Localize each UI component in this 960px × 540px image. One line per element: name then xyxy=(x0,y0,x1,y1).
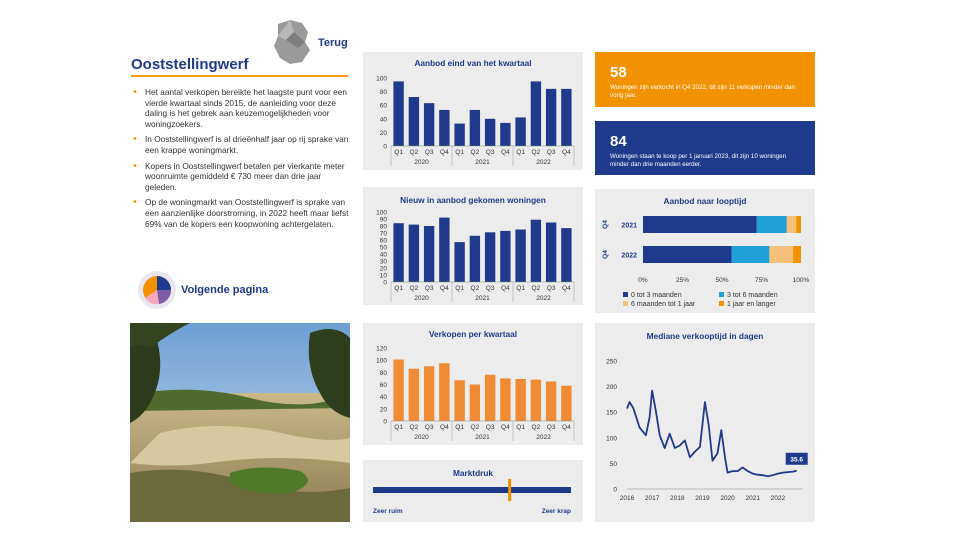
kpi-text: Woningen staan te koop per 1 januari 2023, dit zijn 10 woningen minder dan drie maanden eerder. xyxy=(610,153,787,168)
bar xyxy=(424,366,434,421)
chart-title: Mediane verkooptijd in dagen xyxy=(646,331,764,341)
chart-title: Verkopen per kwartaal xyxy=(428,329,518,339)
landscape-photo xyxy=(130,323,350,522)
y-tick-label: 70 xyxy=(379,230,387,238)
y-tick-label: 10 xyxy=(379,272,387,280)
bar xyxy=(561,228,571,282)
chart-title: Aanbod naar looptijd xyxy=(663,196,747,206)
stacked-segment xyxy=(643,246,731,263)
bar xyxy=(500,123,510,146)
page-title: Ooststellingwerf xyxy=(131,56,249,73)
stacked-segment xyxy=(793,246,801,263)
x-tick-label: Q2 xyxy=(531,285,541,292)
bar xyxy=(546,89,556,146)
x-tick-label: Q1 xyxy=(455,285,464,292)
gauge-title: Marktdruk xyxy=(452,468,494,478)
legend-swatch xyxy=(719,292,724,297)
bar xyxy=(531,380,541,421)
title-underline xyxy=(131,75,348,77)
bar xyxy=(454,242,464,282)
x-tick-label: Q3 xyxy=(485,149,495,156)
x-tick-label: Q1 xyxy=(394,285,403,292)
bar xyxy=(561,386,571,421)
group-label: Q4 xyxy=(602,250,609,259)
kpi-value: 58 xyxy=(610,64,627,81)
stacked-bar-chart-looptijd xyxy=(595,189,815,313)
y-tick-label: 40 xyxy=(379,394,387,402)
x-tick-label: 2016 xyxy=(619,495,635,502)
stacked-segment xyxy=(757,216,787,233)
bar xyxy=(515,117,525,146)
x-tick-label: Q4 xyxy=(501,149,510,156)
y-tick-label: 30 xyxy=(379,258,387,266)
y-tick-label: 50 xyxy=(379,244,387,252)
y-tick-label: 40 xyxy=(379,251,387,259)
y-tick-label: 0 xyxy=(383,143,387,151)
year-label: 2022 xyxy=(536,434,551,441)
y-tick-label: 80 xyxy=(379,223,387,231)
y-tick-label: 0 xyxy=(383,418,387,426)
bullet-item: • Op de woningmarkt van Ooststellingwerf is sprake van een aanzienlijke doorstroming, in 2022 heeft maar liefst 69% van de kopers een koopwoning achtergelaten. xyxy=(131,197,351,229)
y-tick-label: 90 xyxy=(379,216,387,224)
y-tick-label: 60 xyxy=(379,382,387,389)
x-tick-label: 2018 xyxy=(670,495,685,502)
gauge-marktdruk xyxy=(363,460,583,522)
x-tick-label: Q2 xyxy=(470,424,480,431)
legend-swatch xyxy=(719,301,724,306)
bar xyxy=(439,363,449,421)
bar-chart-aanbod xyxy=(363,52,583,170)
chart-looptijd xyxy=(595,189,815,313)
legend-swatch xyxy=(623,301,628,306)
stacked-segment xyxy=(643,216,757,233)
x-tick-label: Q3 xyxy=(424,149,434,156)
y-tick-label: 20 xyxy=(379,265,387,273)
x-tick-label: 2021 xyxy=(745,495,760,502)
x-tick-label: Q4 xyxy=(562,424,571,431)
x-tick-label: Q1 xyxy=(516,149,525,156)
year-label: 2020 xyxy=(414,159,429,166)
bar xyxy=(515,230,525,283)
chart-verkopen xyxy=(363,323,583,445)
bar xyxy=(546,223,556,283)
x-tick-label: Q4 xyxy=(501,424,510,431)
x-tick-label: Q2 xyxy=(409,149,419,156)
chart-verkooptijd xyxy=(595,323,815,522)
y-tick-label: 60 xyxy=(379,237,387,245)
bar xyxy=(454,124,464,146)
bar xyxy=(531,81,541,146)
kpi-value: 84 xyxy=(610,133,627,150)
next-page-link[interactable]: Volgende pagina xyxy=(181,284,269,296)
x-tick-label: Q1 xyxy=(394,149,403,156)
bar xyxy=(561,89,571,146)
gauge-right-label: Zeer krap xyxy=(541,508,571,515)
next-page-icon[interactable] xyxy=(137,270,177,310)
x-tick-label: 25% xyxy=(675,277,690,284)
y-tick-label: 80 xyxy=(379,89,387,97)
y-tick-label: 200 xyxy=(606,384,617,392)
stacked-segment xyxy=(787,216,796,233)
bar xyxy=(409,369,419,421)
y-tick-label: 250 xyxy=(606,358,617,366)
x-tick-label: 2022 xyxy=(770,495,786,502)
x-tick-label: Q2 xyxy=(531,149,541,156)
kpi-sales xyxy=(595,52,815,107)
summary-bullets xyxy=(131,87,351,234)
year-label: 2021 xyxy=(475,434,490,441)
x-tick-label: 2017 xyxy=(644,495,660,502)
series-line xyxy=(627,391,797,477)
bar xyxy=(470,236,480,282)
y-tick-label: 100 xyxy=(376,357,387,365)
last-value-label: 35.6 xyxy=(790,456,804,464)
bar xyxy=(531,220,541,282)
x-tick-label: Q3 xyxy=(546,285,556,292)
gauge-track xyxy=(373,487,571,493)
bar xyxy=(409,97,419,146)
bar xyxy=(485,375,495,421)
y-tick-label: 60 xyxy=(379,102,387,110)
year-label: 2021 xyxy=(475,295,490,302)
bar xyxy=(439,218,449,282)
chart-title: Aanbod eind van het kwartaal xyxy=(414,58,532,68)
stacked-segment xyxy=(769,246,793,263)
x-tick-label: 50% xyxy=(715,277,729,284)
bar xyxy=(470,385,480,422)
gauge-left-label: Zeer ruim xyxy=(373,508,403,515)
legend-label: 3 tot 6 maanden xyxy=(727,292,778,299)
y-tick-label: 0 xyxy=(613,486,617,494)
bar xyxy=(439,110,449,146)
legend-label: 6 maanden tot 1 jaar xyxy=(631,301,696,308)
bar xyxy=(393,360,403,421)
y-tick-label: 120 xyxy=(376,345,387,353)
y-tick-label: 40 xyxy=(379,116,387,124)
legend-label: 0 tot 3 maanden xyxy=(631,292,682,299)
x-tick-label: Q3 xyxy=(485,424,495,431)
x-tick-label: Q2 xyxy=(409,285,419,292)
x-tick-label: Q1 xyxy=(455,149,464,156)
bullet-item: • Kopers in Ooststellingwerf betalen per vierkante meter woonruimte gemiddeld € 730 meer dan drie jaar geleden. xyxy=(131,161,351,193)
x-tick-label: 0% xyxy=(638,277,648,284)
back-link[interactable]: Terug xyxy=(318,37,348,49)
bar xyxy=(393,223,403,282)
x-tick-label: Q1 xyxy=(394,424,403,431)
x-tick-label: Q4 xyxy=(440,424,449,431)
bar xyxy=(485,232,495,282)
year-label: 2020 xyxy=(414,295,429,302)
x-tick-label: 75% xyxy=(754,277,769,284)
bar xyxy=(500,231,510,282)
bar xyxy=(409,225,419,282)
bar xyxy=(470,110,480,146)
x-tick-label: 2019 xyxy=(695,495,710,502)
category-label: 2021 xyxy=(621,222,637,230)
municipality-map-icon[interactable] xyxy=(272,18,312,66)
bar xyxy=(454,380,464,421)
bar xyxy=(393,81,403,146)
y-tick-label: 80 xyxy=(379,369,387,377)
bar xyxy=(515,379,525,421)
bar xyxy=(546,381,556,421)
chart-title: Nieuw in aanbod gekomen woningen xyxy=(400,195,546,205)
bullet-item: • Het aantal verkopen bereikte het laagste punt voor een vierde kwartaal sinds 2015, de aanleiding voor deze daling is het gebrek aan keuzemogelijkheden voor woningzoekers. xyxy=(131,87,351,129)
y-tick-label: 20 xyxy=(379,129,387,137)
y-tick-label: 100 xyxy=(376,75,387,83)
x-tick-label: Q3 xyxy=(546,149,556,156)
category-label: 2022 xyxy=(621,252,637,260)
x-tick-label: Q1 xyxy=(516,424,525,431)
bullet-item: • In Ooststellingwerf is al drieënhalf jaar op rij sprake van een krappe woningmarkt. xyxy=(131,134,351,155)
y-tick-label: 150 xyxy=(606,409,617,417)
x-tick-label: 2020 xyxy=(720,495,735,502)
x-tick-label: Q4 xyxy=(562,149,571,156)
x-tick-label: Q3 xyxy=(546,424,556,431)
kpi-text: Woningen zijn verkocht in Q4 2022, dit zijn 11 verkopen minder dan vorig jaar. xyxy=(610,84,795,99)
y-tick-label: 100 xyxy=(606,435,617,443)
chart-aanbod xyxy=(363,52,583,170)
x-tick-label: Q2 xyxy=(470,149,480,156)
kpi-supply xyxy=(595,121,815,175)
y-tick-label: 20 xyxy=(379,406,387,414)
year-label: 2022 xyxy=(536,295,551,302)
x-tick-label: Q4 xyxy=(562,285,571,292)
bar-chart-verkopen xyxy=(363,323,583,445)
stacked-segment xyxy=(731,246,769,263)
bar xyxy=(485,119,495,146)
line-chart-verkooptijd xyxy=(595,323,815,522)
legend-label: 1 jaar en langer xyxy=(727,301,776,308)
x-tick-label: Q4 xyxy=(440,149,449,156)
legend-swatch xyxy=(623,292,628,297)
x-tick-label: Q3 xyxy=(485,285,495,292)
x-tick-label: Q1 xyxy=(516,285,525,292)
chart-nieuw xyxy=(363,187,583,305)
year-label: 2020 xyxy=(414,434,429,441)
x-tick-label: 100% xyxy=(792,277,810,284)
x-tick-label: Q4 xyxy=(501,285,510,292)
x-tick-label: Q2 xyxy=(470,285,480,292)
year-label: 2022 xyxy=(536,159,551,166)
y-tick-label: 50 xyxy=(609,460,617,468)
gauge-marker xyxy=(508,479,511,501)
x-tick-label: Q3 xyxy=(424,424,434,431)
x-tick-label: Q1 xyxy=(455,424,464,431)
y-tick-label: 100 xyxy=(376,209,387,217)
x-tick-label: Q2 xyxy=(409,424,419,431)
group-label: Q4 xyxy=(602,220,609,229)
x-tick-label: Q2 xyxy=(531,424,541,431)
bar xyxy=(424,226,434,282)
y-tick-label: 0 xyxy=(383,279,387,287)
year-label: 2021 xyxy=(475,159,490,166)
x-tick-label: Q3 xyxy=(424,285,434,292)
x-tick-label: Q4 xyxy=(440,285,449,292)
bar xyxy=(424,103,434,146)
bar xyxy=(500,378,510,421)
stacked-segment xyxy=(796,216,801,233)
